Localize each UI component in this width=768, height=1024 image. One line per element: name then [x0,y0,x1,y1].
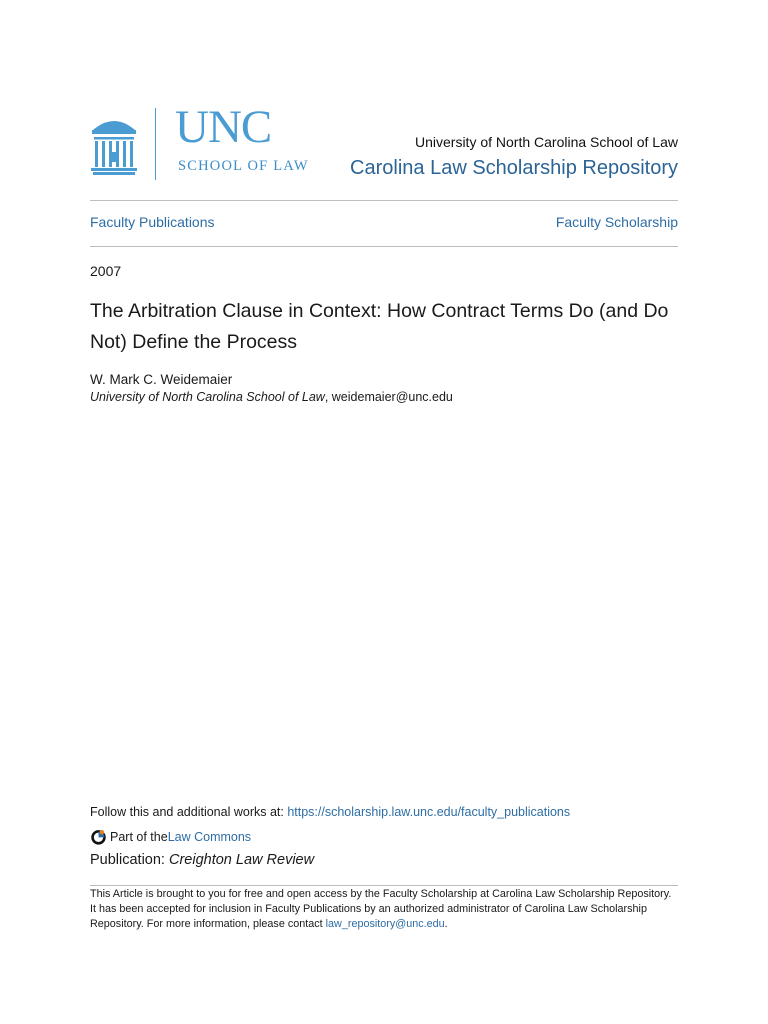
follow-line [90,805,570,819]
part-of-line [90,828,251,845]
logo-divider [155,108,156,180]
affiliation-separator: , [324,390,332,404]
publication-label: Publication: [90,852,169,868]
part-of-text: Part of the [110,829,168,844]
institution-name: University of North Carolina School of Law [414,134,678,150]
author-name: W. Mark C. Weidemaier [90,372,233,387]
repository-link[interactable]: Carolina Law Scholarship Repository [350,157,678,179]
notice-end: . [444,918,448,930]
publication-value: Creighton Law Review [169,852,315,868]
publication-year: 2007 [90,263,122,279]
repository-email-link[interactable]: law_repository@unc.edu [325,918,445,930]
old-well-icon [90,112,138,176]
logo-school-text: SCHOOL OF LAW [178,158,309,174]
notice-text: This Article is brought to you for free and open access by the Faculty Scholarship at Carolina Law Scholarship Repository. It has been accepted for inclusion in Faculty Publications by an authorized administrator of Carolina Law Scholarship Repository. For more information, please contact [90,888,672,930]
faculty-publications-url-link[interactable]: https://scholarship.law.unc.edu/faculty_publications [287,805,571,819]
bepress-network-icon [90,828,107,845]
repository-header [90,101,678,182]
unc-school-of-law-logo[interactable] [90,101,330,182]
author-affiliation [90,390,453,404]
follow-text: Follow this and additional works at: [90,805,288,819]
header-divider [90,200,678,201]
law-commons-link[interactable]: Law Commons [167,829,252,844]
faculty-publications-link[interactable]: Faculty Publications [90,214,215,230]
author-email: weidemaier@unc.edu [331,390,453,404]
nav-divider [90,246,678,247]
footer-divider [90,885,678,886]
access-notice [90,887,678,932]
faculty-scholarship-link[interactable]: Faculty Scholarship [555,214,678,230]
publication-line [90,852,314,868]
logo-unc-text: UNC [175,101,272,153]
article-title: The Arbitration Clause in Context: How Contract Terms Do (and Do Not) Define the Process [90,300,669,353]
affiliation-name: University of North Carolina School of Law [90,390,325,404]
